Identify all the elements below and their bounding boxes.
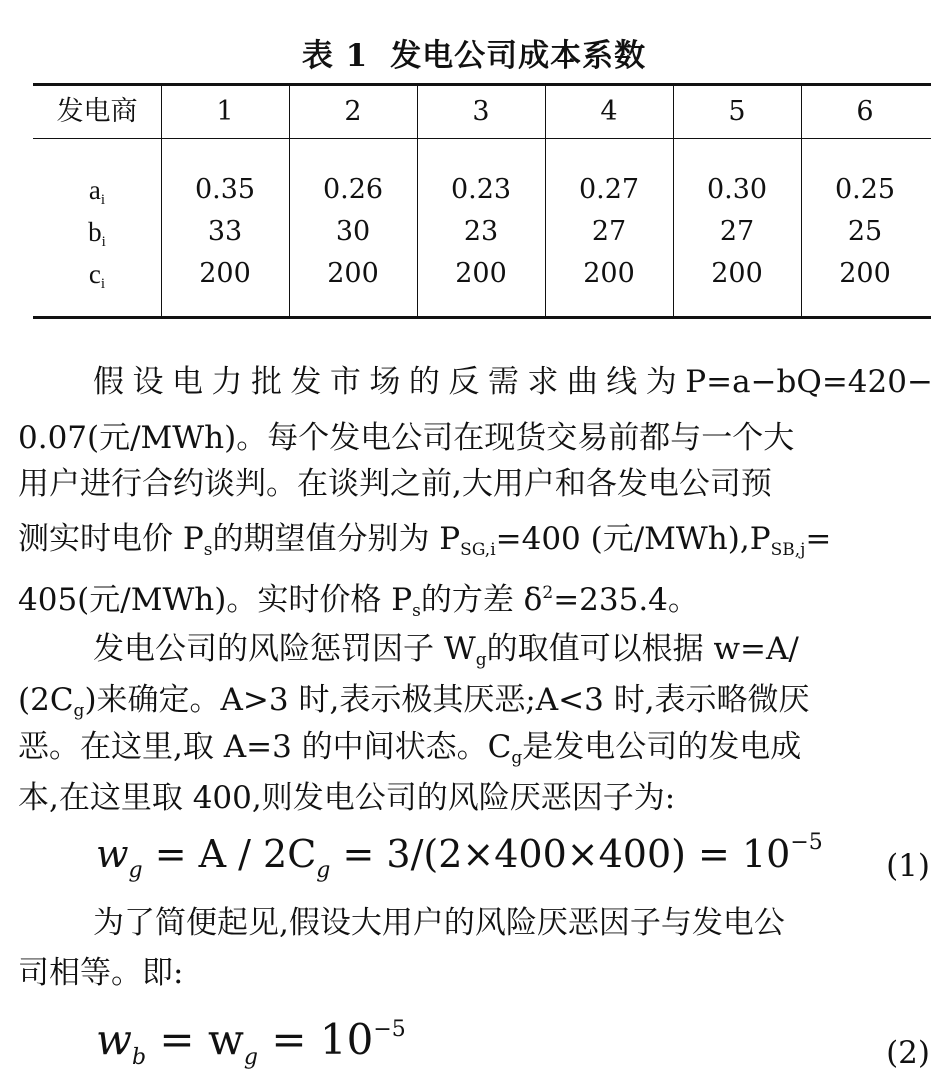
table-cell: 200	[327, 258, 379, 289]
header-cell: 2	[344, 96, 362, 127]
header-cell: 1	[216, 96, 234, 127]
data-column-4	[545, 169, 673, 295]
paragraph-3-line-2: 司相等。即:	[18, 955, 184, 991]
table-cell: 200	[839, 258, 891, 289]
equation-1-number: (1)	[886, 848, 930, 884]
data-column-5	[673, 169, 801, 295]
table-cell: 200	[199, 258, 251, 289]
data-column-3	[417, 169, 545, 295]
paragraph-1-line-1: 假 设 电 力 批 发 市 场 的 反 需 求 曲 线 为 P=a−bQ=420−	[93, 364, 933, 400]
data-column-1	[161, 169, 289, 295]
header-cell: 3	[472, 96, 490, 127]
table-cell: 200	[583, 258, 635, 289]
table-cell: 23	[463, 216, 499, 247]
equation-1: $w_g = A / 2C_g = 3/(2\times 400\times 400) = 10^{-5}$	[96, 830, 823, 883]
equation-2-number: (2)	[886, 1035, 930, 1071]
table-cell: 25	[847, 216, 883, 247]
table-cell: 33	[207, 216, 243, 247]
table-cell: 0.23	[450, 174, 512, 205]
table-cell: 0.27	[578, 174, 640, 205]
paragraph-1-line-4: 测实时电价 Ps的期望值分别为 PSG,i=400 (元/MWh),PSB,j=	[18, 521, 832, 560]
row-label-b: $b_i$	[88, 217, 106, 250]
table-number: 表 1	[301, 38, 369, 74]
equation-2: $w_b = w_g = 10^{-5}$	[96, 1015, 406, 1070]
row-label-column	[33, 169, 161, 295]
paragraph-2-line-4: 本,在这里取 400,则发电公司的风险厌恶因子为:	[18, 780, 676, 816]
table-cell: 0.25	[834, 174, 896, 205]
data-column-2	[289, 169, 417, 295]
paragraph-3-line-1: 为了简便起见,假设大用户的风险厌恶因子与发电公	[93, 905, 785, 941]
table-cell: 0.26	[322, 174, 384, 205]
paragraph-1-line-5: 405(元/MWh)。实时价格 Ps的方差 δ2=235.4。	[18, 582, 699, 621]
header-cell: 6	[856, 96, 874, 127]
header-cell: 4	[600, 96, 618, 127]
table-cell: 0.30	[706, 174, 768, 205]
data-column-6	[801, 169, 929, 295]
table-title: 发电公司成本系数	[390, 38, 647, 74]
paragraph-1-line-2: 0.07(元/MWh)。每个发电公司在现货交易前都与一个大	[18, 420, 795, 456]
paragraph-2-line-3: 恶。在这里,取 A=3 的中间状态。Cg是发电公司的发电成	[18, 729, 802, 768]
table-cell: 200	[455, 258, 507, 289]
paragraph-2-line-1: 发电公司的风险惩罚因子 Wg的取值可以根据 w=A/	[93, 631, 799, 670]
paragraph-1-line-3: 用户进行合约谈判。在谈判之前,大用户和各发电公司预	[18, 466, 772, 502]
table-cell: 27	[591, 216, 627, 247]
cost-coefficient-table	[33, 83, 931, 319]
row-label-a: $a_i$	[88, 175, 106, 208]
table-cell: 30	[335, 216, 371, 247]
table-cell: 0.35	[194, 174, 256, 205]
row-label-c: $c_i$	[88, 259, 106, 292]
header-cell: 5	[728, 96, 746, 127]
table-caption	[0, 30, 948, 75]
table-cell: 27	[719, 216, 755, 247]
paragraph-2-line-2: (2Cg)来确定。A>3 时,表示极其厌恶;A<3 时,表示略微厌	[18, 682, 810, 721]
header-cell-generator: 发电商	[56, 96, 138, 127]
table-cell: 200	[711, 258, 763, 289]
